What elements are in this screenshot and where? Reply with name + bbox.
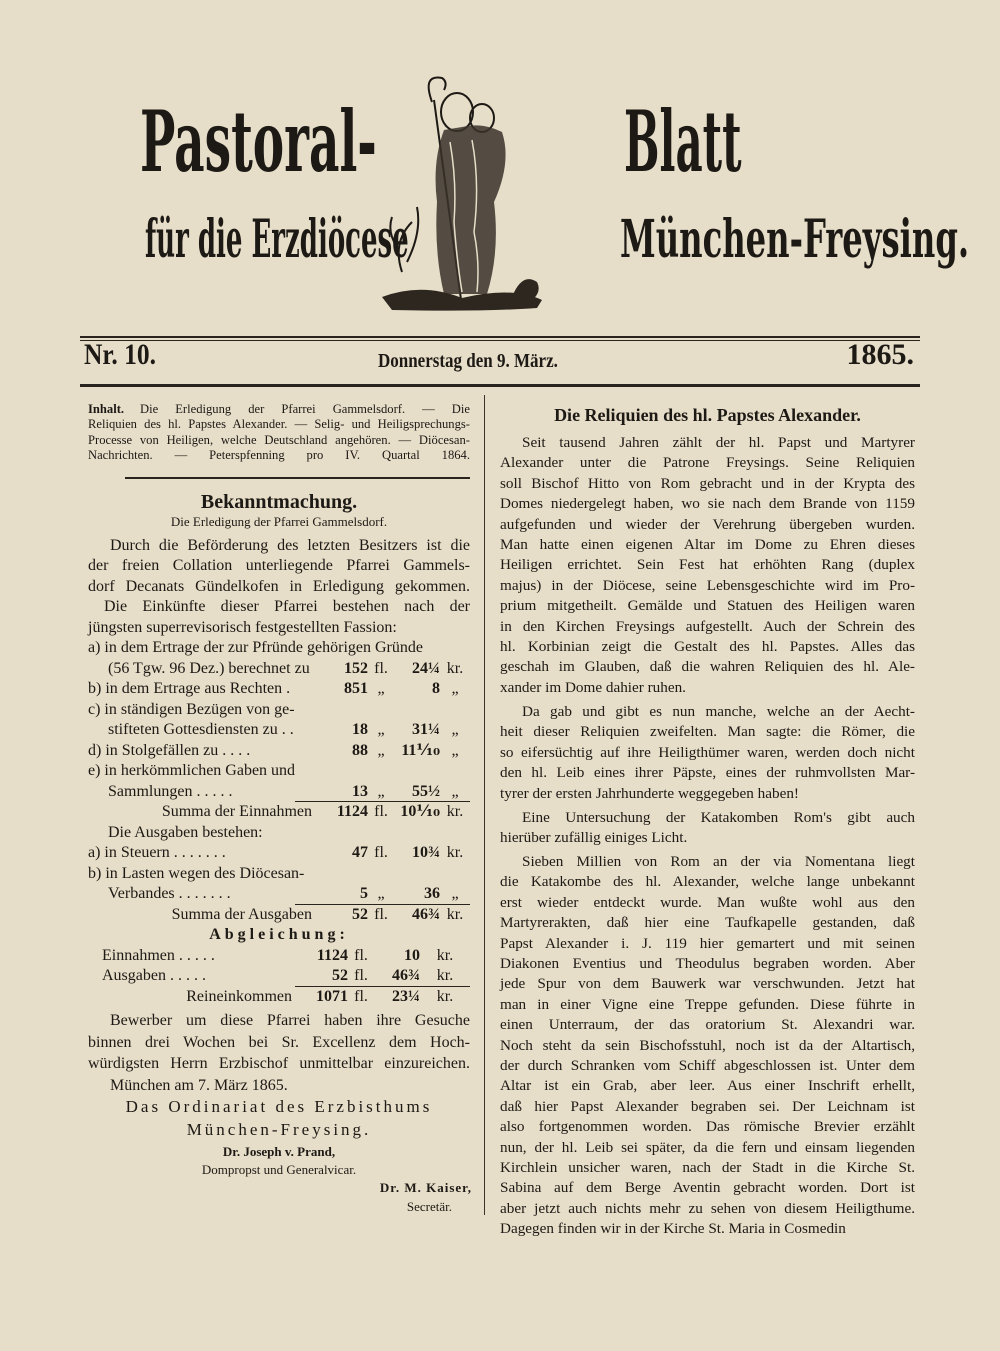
ledger-row — [88, 638, 470, 659]
ledger-label: Sammlungen . . . . . — [108, 782, 233, 800]
ledger-kr — [447, 638, 461, 659]
text-line: geschah im Glauben, daß die wahren Reliquien des hl. Ale- — [500, 658, 915, 676]
ledger-row — [88, 946, 470, 967]
ledger-label: Einnahmen . . . . . — [102, 946, 215, 964]
ledger-u1: „ — [377, 741, 385, 759]
masthead-rule-bottom — [80, 384, 920, 387]
ledger-fl: 52 — [332, 967, 348, 984]
balance-heading: Abgleichung: — [209, 926, 349, 943]
ledger-fl: 152 — [344, 659, 368, 677]
text-line: würdigsten Herrn Erzbischof unmittelbar einzureichen. — [88, 1055, 470, 1072]
text-line: den hl. Leib eines ihrer Päpste, eines der ruhmvollsten Mar- — [500, 764, 915, 782]
ledger-u1: fl. — [374, 803, 388, 820]
ledger-u2: „ — [451, 885, 459, 902]
ledger-label: Summa der Einnahmen — [161, 803, 312, 820]
ledger-fl: 1124 — [336, 803, 368, 820]
income-statement — [88, 638, 470, 1007]
text-line: jüngsten superrevisorisch festgestellten Fassion: — [88, 618, 397, 636]
ledger-fl — [423, 638, 438, 659]
ledger-label: stifteten Gottesdiensten zu . . — [108, 721, 294, 738]
ledger-u1: fl. — [374, 659, 388, 677]
issue-number: Nr. 10. — [84, 338, 157, 371]
ledger-total-row — [88, 802, 470, 823]
ledger-row — [88, 659, 470, 680]
ledger-u2: „ — [451, 721, 459, 738]
ledger-row — [88, 761, 470, 782]
ledger-kr: 10⅒ — [400, 803, 440, 820]
ledger-u2 — [440, 864, 470, 885]
ledger-u1: „ — [377, 680, 385, 697]
ledger-kr — [394, 700, 440, 721]
ledger-row — [88, 720, 470, 741]
ledger-label: a) in Steuern . . . . . . . — [88, 844, 226, 861]
ledger-kr: 31¼ — [412, 721, 440, 738]
ledger-row — [88, 843, 470, 864]
masthead-title-right: Blatt — [624, 92, 742, 191]
contents-line: Processe von Heiligen, welche Deutschland angehören. — Diöcesan- — [88, 432, 470, 447]
text-line: Heiligen errichtet. Sein Fest hat erhöhten Rang (duplex — [500, 556, 915, 574]
text-line: Man hatte einen eigenen Altar im Dome zu Ehren dieses — [500, 536, 915, 554]
ledger-kr — [394, 864, 440, 885]
signature-signer: Dr. Joseph v. Prand, — [222, 1144, 336, 1159]
ledger-label: b) in dem Ertrage aus Rechten . — [88, 680, 291, 697]
text-line: Martyrerakten, daß hier eine Taufkapelle gestanden, daß — [500, 914, 915, 932]
ledger-u1 — [438, 638, 446, 659]
text-line: tyrer der ersten Jahrhunderte weggegeben haben! — [500, 784, 799, 802]
expenses-heading: Die Ausgaben bestehen: — [108, 823, 263, 841]
ledger-u1: „ — [377, 885, 385, 902]
masthead-subtitle-left: für die Erzdiöcese — [145, 209, 409, 270]
text-line: aber jetzt auch nichts mehr zu sehen von diesem Heiligthume. — [500, 1199, 915, 1217]
ledger-label: d) in Stolgefällen zu . . . . — [88, 741, 251, 759]
text-line: die Katakombe des hl. Alexander, welche lange unbekannt — [500, 873, 915, 891]
text-line: man in einer Vigne eine Treppe gefunden. Diese führte in — [500, 995, 915, 1013]
ledger-kr: 36 — [424, 885, 440, 902]
ledger-kr: 46¾ — [412, 905, 440, 923]
ledger-kr: 24¼ — [412, 659, 440, 677]
ledger-u1 — [368, 864, 394, 885]
text-line: Die Einkünfte dieser Pfarrei bestehen nach der — [104, 598, 470, 616]
good-shepherd-illustration — [362, 72, 562, 322]
issue-date: Donnerstag den 9. März. — [378, 350, 558, 372]
ledger-u1: fl. — [374, 905, 388, 923]
text-line: daß hier Papst Alexander begraben sei. Der Leichnam ist — [500, 1097, 915, 1115]
text-line: Diakonen Eventius und Theodulus begraben worden. Aber — [500, 954, 915, 972]
text-line: nun, der hl. Leib sei später, da die fern und einsam liegenden — [500, 1138, 915, 1156]
ledger-label: c) in ständigen Bezügen von ge- — [88, 700, 295, 718]
ledger-row — [88, 679, 470, 700]
ledger-fl: 52 — [352, 905, 368, 923]
text-line: xander im Dome dahier ruhen. — [500, 678, 686, 696]
text-line: prium mitgetheilt. Gemälde und Statuen des Heiligen waren — [500, 597, 915, 615]
article-heading: Die Reliquien des hl. Papstes Alexander. — [554, 405, 861, 425]
text-line: Domes niedergelegt haben, wo sie nach dem Brande von 1159 — [500, 495, 915, 513]
article-paragraph — [500, 433, 915, 698]
ledger-total-row — [88, 987, 470, 1008]
article-paragraph — [500, 808, 915, 849]
ledger-label: b) in Lasten wegen des Diöcesan- — [88, 864, 305, 882]
text-line: also fortgenommen worden. Das römische Brevier erzählt — [500, 1118, 915, 1136]
ledger-label: a) in dem Ertrage der zur Pfründe gehörigen Gründe — [88, 639, 423, 656]
masthead-title-left: Pastoral- — [140, 92, 377, 191]
text-line: hierüber zufällig einiges Licht. — [500, 828, 688, 846]
ledger-label: e) in herkömmlichen Gaben und — [88, 762, 296, 779]
ledger-row — [88, 700, 470, 721]
ledger-u2: kr. — [446, 659, 464, 677]
contents-line: Nachrichten. — Peterspfenning pro IV. Quartal 1864. — [88, 447, 470, 462]
ledger-u1 — [368, 700, 394, 721]
masthead-rule-top-double — [80, 340, 920, 341]
ledger-fl: 18 — [352, 721, 368, 738]
signature-office: Das Ordinariat des Erzbisthums — [125, 1097, 433, 1116]
ledger-u2: kr. — [446, 844, 464, 861]
ledger-kr: 55½ — [412, 782, 440, 800]
text-line: Altar ist ein Grab, aber leer. Aus einer Inschrift erhellt, — [500, 1077, 915, 1095]
ledger-fl — [318, 864, 368, 885]
text-line: majus) in der Diöcese, seine Lebensgeschichte wird im Pro- — [500, 576, 915, 594]
text-line: München am 7. März 1865. — [110, 1076, 288, 1094]
masthead-subtitle-right: München-Freysing. — [620, 209, 970, 270]
ledger-fl: 5 — [360, 885, 368, 902]
text-line: Durch die Beförderung des letzten Besitzers ist die — [110, 537, 470, 554]
table-of-contents — [88, 402, 470, 463]
ledger-u2: kr. — [446, 905, 464, 923]
text-line: Dagegen finden wir in der Kirche St. Maria in Cosmedin — [500, 1220, 846, 1238]
ledger-fl: 47 — [352, 844, 368, 861]
ledger-fl: 13 — [352, 782, 368, 800]
ledger-u1: „ — [377, 721, 385, 738]
article-paragraph — [500, 702, 915, 804]
issue-year: 1865. — [846, 338, 914, 371]
ledger-u2: „ — [451, 741, 459, 759]
ledger-kr: 10¾ — [412, 844, 440, 861]
ledger-kr: 46¾ — [392, 967, 420, 984]
ledger-label: Verbandes . . . . . . . — [108, 885, 231, 902]
text-line: der freien Collation unterliegende Pfarrei Gammels- — [88, 557, 470, 575]
text-line: erst wieder entdeckt wurde. Man wußte wohl aus den — [500, 893, 915, 911]
ledger-u2: kr. — [436, 987, 454, 1005]
ledger-fl: 1124 — [316, 946, 348, 964]
ledger-u2 — [461, 638, 470, 659]
masthead-rule-top — [80, 336, 920, 338]
ledger-u2: kr. — [436, 946, 454, 964]
signature-secretary-title: Secretär. — [406, 1199, 452, 1214]
signature-signer-title: Dompropst und Generalvicar. — [201, 1162, 357, 1177]
ledger-row — [88, 884, 470, 905]
text-line: Da gab und gibt es nun manche, welche an der Aecht- — [522, 702, 915, 720]
ledger-u1: fl. — [354, 967, 368, 984]
text-line: so eifersüchtig auf ihre Heiligthümer waren, werden doch nicht — [500, 743, 915, 761]
ledger-kr — [394, 761, 440, 782]
signature-secretary: Dr. M. Kaiser, — [379, 1180, 472, 1195]
ledger-label: Summa der Ausgaben — [171, 905, 312, 923]
ledger-u1: fl. — [354, 946, 368, 964]
ledger-u2: kr. — [436, 967, 454, 984]
ledger-label: Reineinkommen — [186, 987, 292, 1005]
ledger-u1: „ — [377, 782, 385, 800]
ledger-row — [88, 864, 470, 885]
text-line: Kirchlein unsicher waren, nach der Stadt in die Kirche St. — [500, 1159, 915, 1176]
text-line: jede Spur von dem Bauwerk war verschwunden. Jetzt hat — [500, 975, 915, 993]
text-line: Bewerber um diese Pfarrei haben ihre Gesuche — [110, 1012, 470, 1029]
ledger-u1 — [368, 761, 394, 782]
announcement-heading: Bekanntmachung. — [200, 491, 358, 513]
text-line: binnen drei Wochen bei Sr. Excellenz dem Hoch- — [88, 1033, 470, 1051]
article-paragraph — [500, 852, 915, 1240]
ledger-fl — [318, 761, 368, 782]
text-line: einen Unterraum, der das oratorium St. Alexandri war. — [500, 1016, 915, 1034]
ledger-fl: 1071 — [316, 987, 348, 1005]
contents-line: Reliquien des hl. Papstes Alexander. — Selig- und Heiligsprechungs- — [88, 417, 470, 432]
contents-divider — [125, 477, 470, 479]
text-line: Noch steht da sein Bischofsstuhl, noch ist da der Altartisch, — [500, 1036, 915, 1054]
text-line: aufgefunden und wieder der Verehrung übergeben wurden. — [500, 515, 915, 533]
text-line: Alexander unter die Patrone Freysings. Seine Reliquien — [500, 454, 915, 472]
ledger-row — [88, 741, 470, 762]
ledger-u1: fl. — [374, 844, 388, 861]
text-line: soll Bischof Hitto von Rom gebracht und in der Krypta des — [500, 474, 915, 492]
signature-office-place: München-Freysing. — [186, 1120, 372, 1139]
column-divider — [484, 395, 485, 1215]
announcement-closing — [88, 1010, 470, 1096]
ledger-row — [88, 782, 470, 803]
text-line: dorf Decanats Gündelkofen in Erledigung gekommen. — [88, 577, 470, 595]
text-line: Eine Untersuchung der Katakomben Rom's gibt auch — [522, 808, 915, 826]
ledger-kr: 8 — [432, 680, 440, 697]
text-line: in den Kirchen Freysings aufgestellt. Auch der Schrein des — [500, 617, 915, 635]
ledger-kr: 23¼ — [392, 987, 420, 1005]
ledger-u2: „ — [451, 782, 459, 800]
text-line: der durch Schranken vom Schiff abgeschlossen ist. Unter dem — [500, 1056, 915, 1074]
ledger-kr: 11⅒ — [401, 741, 440, 759]
text-line: hl. Korbinian zeigt die Gestalt des hl. Papstes. Alles das — [500, 638, 915, 656]
contents-label: Inhalt. — [88, 402, 125, 416]
ledger-fl: 88 — [352, 741, 368, 759]
announcement-subheading: Die Erledigung der Pfarrei Gammelsdorf. — [170, 514, 388, 529]
ledger-u1: fl. — [354, 987, 368, 1005]
text-line: Seit tausend Jahren zählt der hl. Papst und Martyrer — [522, 434, 915, 451]
ledger-row — [88, 966, 470, 987]
ledger-label: Ausgaben . . . . . — [102, 967, 206, 984]
contents-line: Die Erledigung der Pfarrei Gammelsdorf. — Die — [140, 402, 470, 416]
ledger-u2 — [440, 700, 470, 721]
ledger-fl: 851 — [344, 680, 368, 697]
ledger-u2: „ — [451, 680, 459, 697]
text-line: Sabina auf dem Berge Aventin gebracht worden. Dort ist — [500, 1179, 915, 1197]
text-line: heit dieser Reliquien zweifelten. Man sagte: die Römer, die — [500, 723, 915, 741]
ledger-fl — [318, 700, 368, 721]
ledger-total-row — [88, 905, 470, 926]
article-body — [500, 433, 915, 1243]
ledger-u2 — [440, 761, 470, 782]
ledger-label: (56 Tgw. 96 Dez.) berechnet zu — [108, 659, 310, 677]
ledger-u2: kr. — [446, 803, 464, 820]
ledger-kr: 10 — [404, 946, 420, 964]
text-line: Sieben Millien von Rom an der via Nomentana liegt — [522, 852, 915, 870]
announcement-intro — [88, 536, 470, 638]
text-line: Papst Alexander i. J. 119 hier gemartert und mit seinen — [500, 934, 915, 952]
